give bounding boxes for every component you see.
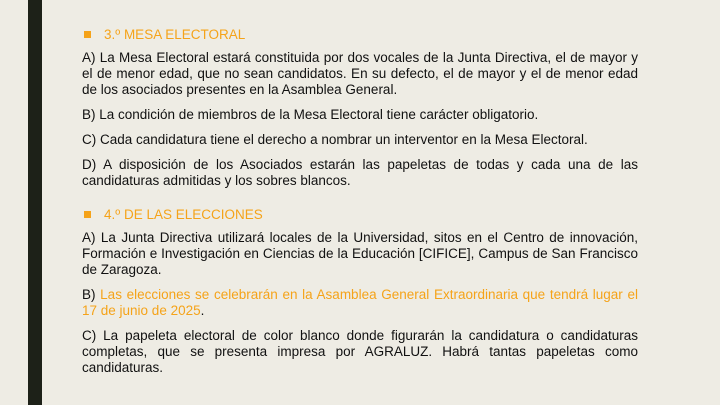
slide-content: [82, 26, 638, 385]
square-bullet-icon: [84, 31, 91, 38]
paragraph-elecciones-a: A) La Junta Directiva utilizará locales de la Universidad, sitos en el Centro de innovación, Formación e Investigación en Ciencias de la Educación [CIFICE], Campus de San Francisco de Zaragoza.: [82, 230, 638, 277]
square-bullet-icon: [84, 211, 91, 218]
section-heading-mesa-electoral: [82, 26, 638, 43]
section-heading-text: 3.º MESA ELECTORAL: [104, 27, 246, 42]
section-heading-text: 4.º DE LAS ELECCIONES: [104, 207, 263, 222]
paragraph-mesa-d: D) A disposición de los Asociados estarán las papeletas de todas y cada una de las candidaturas admitidas y los sobres blancos.: [82, 157, 638, 188]
paragraph-mesa-b: B) La condición de miembros de la Mesa Electoral tiene carácter obligatorio.: [82, 107, 539, 122]
sidebar-accent-bar: [28, 0, 42, 405]
paragraph-suffix: .: [200, 303, 205, 318]
paragraph-elecciones-b: [82, 287, 638, 319]
paragraph-mesa-a: A) La Mesa Electoral estará constituida por dos vocales de la Junta Directiva, el de mayor y el de menor edad, que no sean candidatos. En su defecto, el de mayor y el de menor edad de los asociados presentes en la Asamblea General.: [82, 50, 638, 97]
paragraph-mesa-c: C) Cada candidatura tiene el derecho a nombrar un interventor en la Mesa Electoral.: [82, 132, 588, 147]
section-heading-elecciones: [82, 206, 638, 223]
election-date-highlight: Las elecciones se celebrarán en la Asamblea General Extraordinaria que tendrá lugar el 17 de junio de 2025: [82, 287, 638, 318]
paragraph-prefix: B): [82, 287, 101, 302]
paragraph-elecciones-c: C) La papeleta electoral de color blanco donde figurarán la candidatura o candidaturas completas, que se presenta impresa por AGRALUZ. Habrá tantas papeletas como candidaturas.: [82, 328, 638, 375]
